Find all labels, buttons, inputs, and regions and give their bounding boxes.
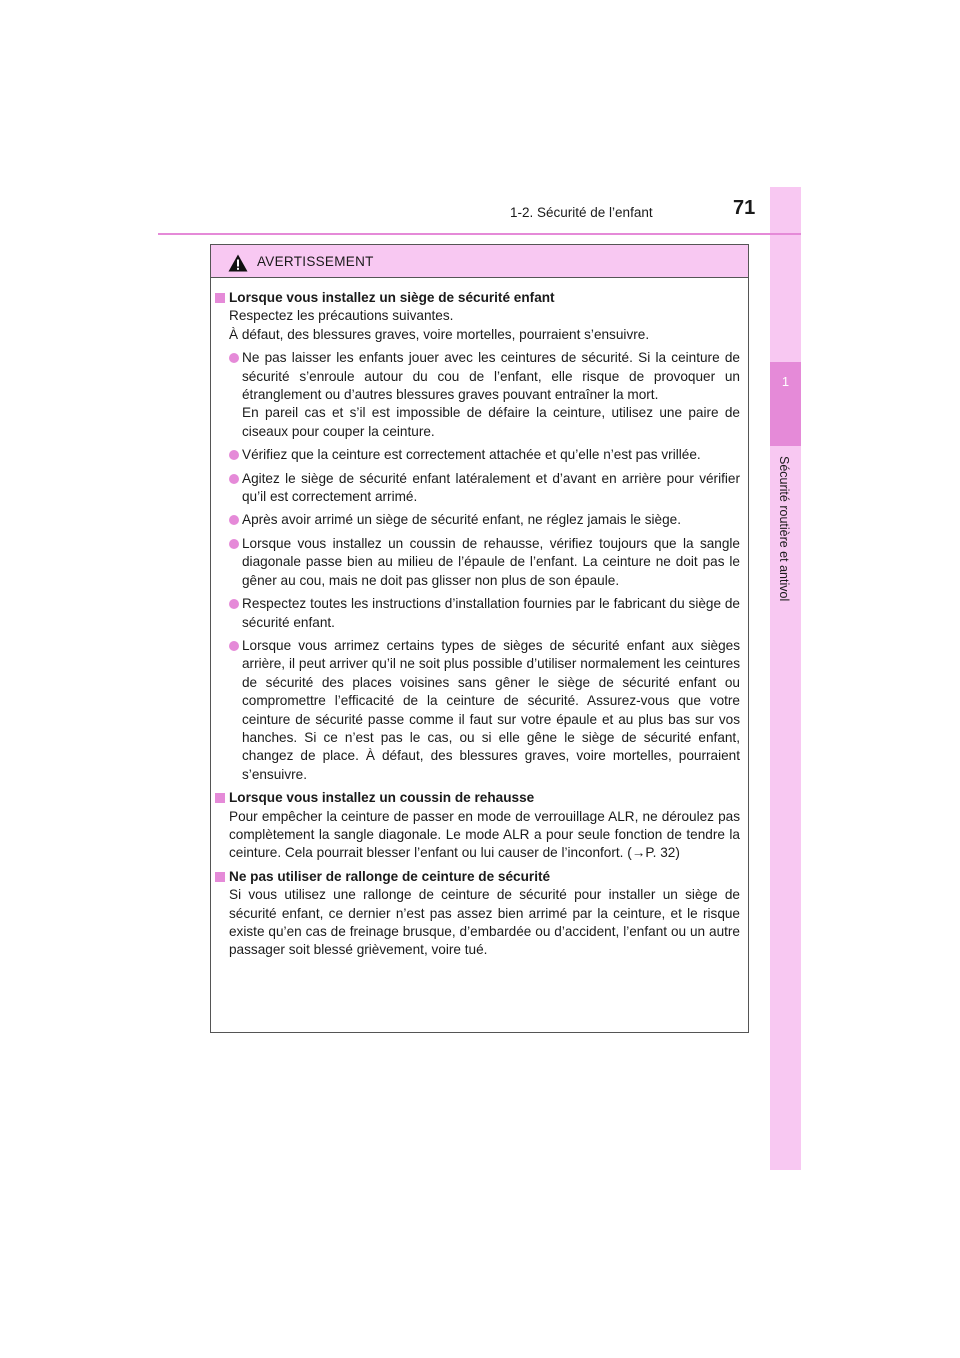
- list-item: [229, 595, 740, 632]
- section-marker-icon: [215, 293, 225, 303]
- list-item-text: Lorsque vous installez un coussin de rehausse, vérifiez toujours que la sangle diagonale passe bien au milieu de l’épaule de l’enfant. La ceinture ne doit pas le gêner au cou, mais ne doit pas glisser non plus de son épaule.: [242, 535, 740, 588]
- list-item: [229, 637, 740, 784]
- section-heading: Lorsque vous installez un siège de sécurité enfant: [229, 290, 555, 305]
- section-line: Respectez les précautions suivantes.: [229, 308, 454, 324]
- list-item-text: Lorsque vous arrimez certains types de sièges de sécurité enfant aux sièges arrière, il peut arriver qu’il ne soit plus possible d’utiliser normalement les ceintures de sécurité des places voisines sans gêner le siège de sécurité enfant ou compromettre l’efficacité de la ceinture de sécurité. Assurez-vous que votre ceinture de sécurité passe comme il faut sur votre épaule et au plus bas sur vos hanches. Si ce n’est pas le cas, ou si elle gêne le siège de sécurité enfant, changez de place. À défaut, des blessures graves, voire mortelles, pourraient s’ensuivre.: [242, 637, 740, 782]
- list-item-text: Respectez toutes les instructions d’installation fournies par le fabricant du siège de sécurité enfant.: [242, 596, 740, 630]
- chapter-label: Sécurité routière et antivol: [777, 456, 791, 602]
- list-item-text: Vérifiez que la ceinture est correctement attachée et qu’elle n’est pas vrillée.: [242, 447, 701, 463]
- warning-box: [210, 244, 749, 1033]
- list-item-extra: En pareil cas et s’il est impossible de défaire la ceinture, utilisez une paire de ciseaux pour couper la ceinture.: [242, 405, 740, 439]
- bullet-dot-icon: [229, 450, 239, 460]
- list-item: [229, 535, 740, 590]
- chapter-number: 1: [781, 374, 790, 389]
- list-item: [229, 511, 740, 529]
- warning-section: [211, 868, 748, 960]
- section-line: À défaut, des blessures graves, voire mortelles, pourraient s’ensuivre.: [229, 326, 650, 342]
- warning-section: [211, 789, 748, 863]
- bullet-dot-icon: [229, 353, 239, 363]
- warning-title: AVERTISSEMENT: [257, 254, 374, 269]
- list-item: [229, 349, 740, 441]
- list-item-text: Agitez le siège de sécurité enfant latéralement et d’avant en arrière pour vérifier qu’il est correctement arrimé.: [242, 470, 740, 505]
- section-heading: Ne pas utiliser de rallonge de ceinture de sécurité: [229, 868, 551, 884]
- section-marker-icon: [215, 793, 225, 803]
- section-line: Si vous utilisez une rallonge de ceinture de sécurité pour installer un siège de sécurité enfant, ce dernier n’est pas assez bien arrimé par la ceinture, et le risque existe qu’en cas de freinage brusque, d’embardée ou d’accident, l’enfant ou un autre passager soit blessé grièvement, voire tué.: [229, 887, 740, 958]
- warning-section: [211, 289, 748, 784]
- bullet-dot-icon: [229, 539, 239, 549]
- section-marker-icon: [215, 872, 225, 882]
- list-item-text: Ne pas laisser les enfants jouer avec les ceintures de sécurité. Si la ceinture de sécurité s’enroule autour du cou de l’enfant, elle risque de provoquer un étranglement ou d’autres blessures graves pouvant entraîner la mort.: [242, 350, 740, 403]
- warning-content: [211, 289, 748, 965]
- warning-triangle-icon: [228, 254, 248, 272]
- chapter-side-tab: [770, 187, 801, 1170]
- bullet-dot-icon: [229, 641, 239, 651]
- section-heading: Lorsque vous installez un coussin de rehausse: [229, 790, 535, 806]
- page-number: 71: [733, 197, 756, 219]
- section-line: Pour empêcher la ceinture de passer en mode de verrouillage ALR, ne déroulez pas complètement la sangle diagonale. Le mode ALR a pour seule fonction de tendre la ceinture. Cela pourrait blesser l’enfant ou lui causer de l’inconfort. (→P. 32): [229, 808, 740, 861]
- chapter-number-tab[interactable]: [770, 362, 801, 446]
- list-item: [229, 470, 740, 507]
- warning-header: [211, 245, 748, 278]
- bullet-dot-icon: [229, 474, 239, 484]
- bullet-dot-icon: [229, 515, 239, 525]
- list-item-text: Après avoir arrimé un siège de sécurité enfant, ne réglez jamais le siège.: [242, 512, 682, 528]
- header-divider: [158, 233, 801, 235]
- section-title: 1-2. Sécurité de l’enfant: [510, 205, 653, 220]
- bullet-dot-icon: [229, 599, 239, 609]
- list-item: [229, 446, 740, 464]
